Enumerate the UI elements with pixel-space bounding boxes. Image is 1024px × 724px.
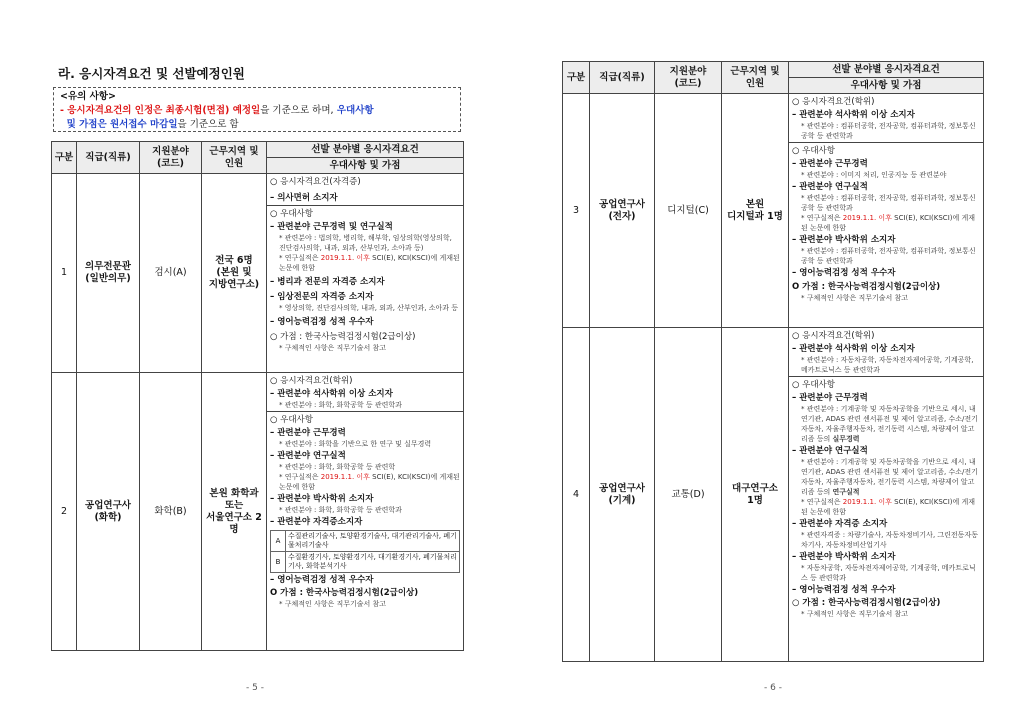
row-region: 전국 6명 (본원 및 지방연구소) [202,174,267,373]
row-field: 교통(D) [655,328,722,662]
cert-key: A [271,531,286,552]
pref-block [789,376,983,620]
header-no: 구분 [563,62,590,94]
row-field: 검시(A) [140,174,202,373]
req-item: – 관련분야 석사학위 이상 소지자 [792,344,915,354]
req-item: – 관련분야 석사학위 이상 소지자 [270,389,393,399]
pref-note: * 연구실적은 2019.1.1. 이후 SCI(E), KCI(KSCI)에 게재된 논문에 한함 [279,473,460,491]
page-number: - 6 - [764,683,782,693]
pref-block [267,205,463,354]
pref-note: * 자동차공학, 자동차전자제어공학, 기계공학, 메카트로닉스 등 관련학과 [801,564,976,582]
pref-note: * 연구실적은 2019.1.1. 이후 SCI(E), KCI(KSCI)에 게재된 논문에 한함 [279,254,460,272]
pref-item: – 관련분야 자격증소지자 [270,517,363,527]
bonus-title: ○ 가점 : 한국사능력검정시험(2급이상) [792,598,941,608]
cert-row [271,552,460,573]
pref-item: – 영어능력검정 성적 우수자 [792,585,896,595]
pref-note: * 관련분야 : 화학, 화학공학 등 관련학 [279,463,396,471]
row-job: 공업연구사 (전자) [590,94,655,328]
row-region: 본원 화학과 또는 서울연구소 2명 [202,373,267,651]
row-no: 3 [563,94,590,328]
row-field: 화학(B) [140,373,202,651]
header-req-top: 선발 분야별 응시자격요건 [267,142,464,158]
pref-note: * 관련분야 : 컴퓨터공학, 전자공학, 컴퓨터과학, 정보통신공학 등 관련학과 [801,247,976,265]
requirements-table-right [562,61,984,662]
pref-note: * 관련분야 : 법의학, 병리학, 해부학, 임상의학(영상의학, 진단검사의학, 내과, 외과, 산부인과, 소아과 등) [279,234,452,252]
pref-note: * 연구실적은 2019.1.1. 이후 SCI(E), KCI(KSCI)에 게재된 논문에 한함 [801,214,975,232]
bonus-note: * 구체적인 사항은 직무기술서 참고 [279,600,387,608]
pref-note: * 연구실적은 2019.1.1. 이후 SCI(E), KCI(KSCI)에 게재된 논문에 한함 [801,498,975,516]
notice-line1-b: 을 기준으로 하며, [260,105,334,116]
header-no: 구분 [52,142,77,174]
pref-title: ○ 우대사항 [270,209,313,219]
req-block [267,373,463,411]
date-highlight: 2019.1.1. 이후 [320,254,370,262]
pref-item: – 영어능력검정 성적 우수자 [270,317,374,327]
header-field: 지원분야 (코드) [140,142,202,174]
pref-note-text: * 관련분야 : 기계공학 및 자동차공학을 기반으로 세시, 내연기관, ADAS 관련 센서퓨전 및 제어 알고리즘, 수소/전기자동차, 자율주행자동차, 전기동력 시스템, 차량제어 알고리즘 등의 [801,458,978,496]
pref-note: * 관련분야 : 화학, 화학공학 등 관련학과 [279,506,402,514]
bonus-note: * 구체적인 사항은 직무기술서 참고 [279,344,387,352]
pref-title: ○ 우대사항 [270,415,313,425]
bonus-title: O 가점 : 한국사능력검정시험(2급이상) [792,282,941,292]
pref-item: – 관련분야 근무경력 [792,393,868,403]
row-job: 의무전문관 (일반의무) [77,174,140,373]
table-row [563,94,984,328]
pref-title: ○ 우대사항 [792,146,835,156]
req-title: ○ 응시자격요건(학위) [792,331,875,341]
pref-note [801,457,980,497]
bonus-title: ○ 가점 : 한국사능력검정시험(2급이상) [270,332,416,342]
pref-note-emph: 실무경력 [832,435,860,443]
notice-line2-b: 을 기준으로 함 [177,119,239,130]
req-item: – 관련분야 석사학위 이상 소지자 [792,110,915,120]
pref-item: – 관련분야 자격증 소지자 [792,519,888,529]
header-field: 지원분야 (코드) [655,62,722,94]
header-req-bottom: 우대사항 및 가점 [267,158,464,174]
req-block [267,174,463,205]
header-req-top: 선발 분야별 응시자격요건 [789,62,984,78]
notice-body [60,104,454,132]
notice-box [53,87,461,132]
pref-item: – 병리과 전문의 자격증 소지자 [270,277,385,287]
row-no: 2 [52,373,77,651]
pref-block [267,411,463,610]
pref-note: * 관련분야 : 화학을 기반으로 한 연구 및 실무경력 [279,440,432,448]
notice-line1-a: - 응시자격요건의 인정은 최종시험(면접) 예정일 [60,105,261,116]
header-region: 근무지역 및 인원 [722,62,789,94]
req-note: * 관련분야 : 자동차공학, 자동차전자제어공학, 기계공학, 메카트로닉스 등 관련학과 [801,356,974,374]
table-header-row [563,62,984,78]
pref-item: – 임상전문의 자격증 소지자 [270,292,374,302]
pref-title: ○ 우대사항 [792,380,835,390]
row-detail [267,373,464,651]
pref-item: – 관련분야 박사학위 소지자 [270,494,374,504]
table-row [563,328,984,662]
pref-item: – 관련분야 연구실적 [792,446,868,456]
row-region: 본원 디지털과 1명 [722,94,789,328]
req-title: ○ 응시자격요건(학위) [270,376,353,386]
pref-note: * 관련자격증 : 차량기술사, 자동차정비기사, 그린전동자동차기사, 자동차정비산업기사 [801,531,978,549]
pref-item: – 관련분야 박사학위 소지자 [792,552,896,562]
bonus-note: * 구체적인 사항은 직무기술서 참고 [801,610,909,618]
pref-note-emph: 연구실적 [832,488,860,496]
pref-item: – 관련분야 근무경력 및 연구실적 [270,222,393,232]
table-header-row [52,142,464,158]
page-right [512,0,1024,724]
row-job: 공업연구사 (기계) [590,328,655,662]
row-job: 공업연구사 (화학) [77,373,140,651]
req-block [789,94,983,142]
row-detail [789,328,984,662]
notice-line2-a: 및 가점은 원서접수 마감일 [66,119,178,130]
pref-item: – 관련분야 근무경력 [792,159,868,169]
cert-list: 수질관리기술사, 토양환경기술사, 대기관리기술사, 폐기물처리기술사 [286,531,460,552]
pref-note: * 관련분야 : 이미지 처리, 인공지능 등 관련분야 [801,171,947,179]
table-row [52,373,464,651]
page-number: - 5 - [246,683,264,693]
pref-note: * 영상의학, 진단검사의학, 내과, 외과, 산부인과, 소아과 등 [279,304,458,312]
pref-item: – 관련분야 연구실적 [792,182,868,192]
cert-row [271,531,460,552]
row-detail [789,94,984,328]
section-title: 라. 응시자격요건 및 선발예정인원 [58,66,245,81]
row-detail [267,174,464,373]
table-row [52,174,464,373]
requirements-table-left [51,141,464,651]
date-highlight: 2019.1.1. 이후 [320,473,370,481]
cert-table [270,530,460,573]
header-job: 직급(직류) [77,142,140,174]
pref-block [789,142,983,304]
header-job: 직급(직류) [590,62,655,94]
req-title: ○ 응시자격요건(학위) [792,97,875,107]
row-no: 1 [52,174,77,373]
pref-item: – 관련분야 근무경력 [270,428,346,438]
req-block [789,328,983,376]
bonus-title: O 가점 : 한국사능력검정시험(2급이상) [270,588,419,598]
pref-item: – 영어능력검정 성적 우수자 [792,268,896,278]
req-item: – 의사면허 소지자 [270,193,338,203]
req-note: * 관련분야 : 화학, 화학공학 등 관련학과 [279,401,402,409]
pref-item: – 관련분야 박사학위 소지자 [792,235,896,245]
row-field: 디지털(C) [655,94,722,328]
pref-item: – 관련분야 연구실적 [270,451,346,461]
notice-line1-c: 우대사항 [336,105,374,116]
pref-note-text: * 관련분야 : 기계공학 및 자동차공학을 기반으로 세시, 내연기관, ADAS 관련 센서퓨전 및 제어 알고리즘, 수소/전기자동차, 자율주행자동차, 전기동력 시스템, 차량제어 알고리즘 등의 [801,405,978,443]
req-note: * 관련분야 : 컴퓨터공학, 전자공학, 컴퓨터과학, 정보통신공학 등 관련학과 [801,122,976,140]
pref-note: * 관련분야 : 컴퓨터공학, 전자공학, 컴퓨터과학, 정보통신공학 등 관련학과 [801,194,976,212]
cert-key: B [271,552,286,573]
cert-list: 수질환경기사, 토양환경기사, 대기환경기사, 폐기물처리기사, 화학분석기사 [286,552,460,573]
header-req-bottom: 우대사항 및 가점 [789,78,984,94]
pref-note [801,404,980,444]
bonus-note: * 구체적인 사항은 직무기술서 참고 [801,294,909,302]
row-no: 4 [563,328,590,662]
row-region: 대구연구소 1명 [722,328,789,662]
notice-heading: <유의 사항> [60,91,116,102]
header-region: 근무지역 및 인원 [202,142,267,174]
date-highlight: 2019.1.1. 이후 [842,214,892,222]
req-title: ○ 응시자격요건(자격증) [270,177,361,187]
pref-item: – 영어능력검정 성적 우수자 [270,575,374,585]
date-highlight: 2019.1.1. 이후 [842,498,892,506]
